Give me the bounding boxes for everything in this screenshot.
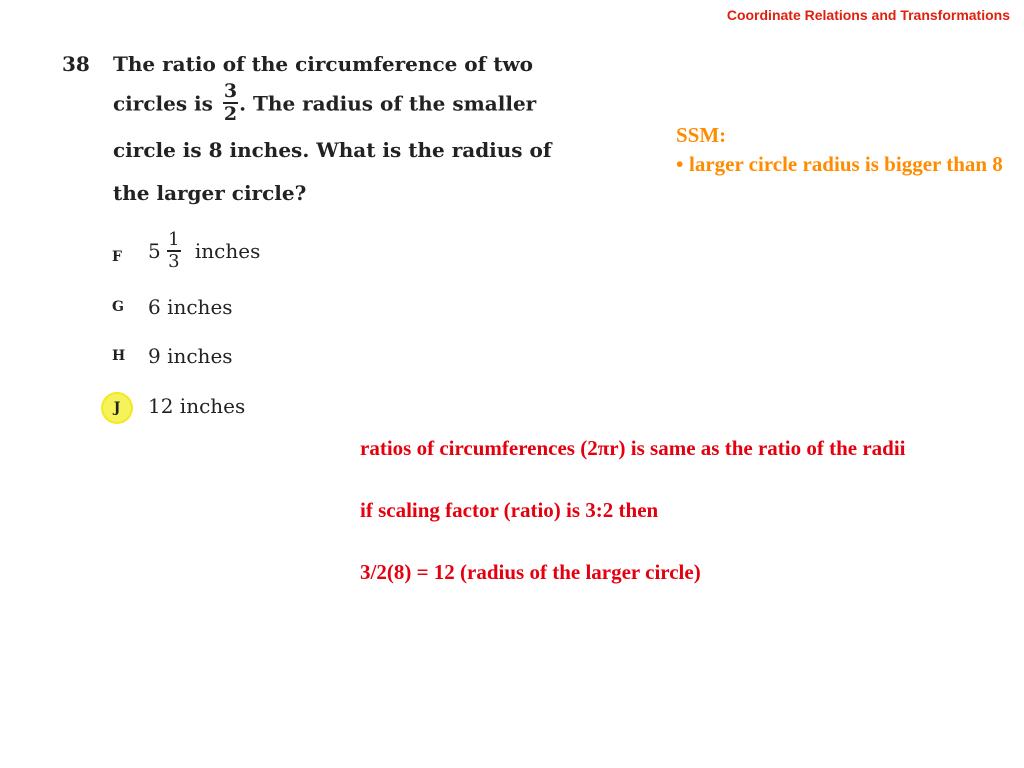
choice-letter: J: [113, 400, 121, 416]
question-line-2-end: . The radius of the smaller: [239, 91, 537, 116]
choice-text: 9 inches: [148, 344, 233, 368]
solution-notes: [360, 433, 920, 619]
ssm-note: [676, 121, 1016, 179]
fraction-numerator: 3: [223, 80, 238, 102]
ratio-fraction: [223, 82, 238, 124]
mixed-unit: inches: [194, 239, 261, 263]
choice-f-mixed-number: [148, 231, 260, 271]
note-ratio: ratios of circumferences (2πr) is same as the ratio of the radii: [360, 436, 906, 460]
choice-text: 6 inches: [148, 295, 233, 319]
choice-h[interactable]: [100, 342, 400, 372]
choice-f[interactable]: [100, 229, 400, 273]
choice-j[interactable]: [100, 392, 400, 422]
choice-text: 12 inches: [148, 394, 246, 418]
mixed-denominator: 3: [168, 251, 180, 272]
ssm-bullet: • larger circle radius is bigger than 8: [676, 150, 1016, 179]
note-result: 3/2(8) = 12 (radius of the larger circle): [360, 560, 701, 584]
question-line-4: the larger circle?: [113, 181, 307, 205]
choice-letter: G: [112, 299, 124, 315]
choice-letter: F: [112, 249, 122, 265]
choice-g[interactable]: [100, 293, 400, 323]
mixed-whole: 5: [148, 239, 161, 263]
question-line-2-start: circles is: [113, 91, 213, 116]
mixed-fraction: [167, 231, 180, 271]
note-scale-factor: if scaling factor (ratio) is 3:2 then: [360, 498, 659, 522]
question-line-3: circle is 8 inches. What is the radius of: [113, 138, 552, 162]
ssm-heading: SSM:: [676, 123, 727, 147]
question-line-1: The ratio of the circumference of two: [113, 52, 534, 76]
question-number: 38: [62, 52, 90, 76]
choice-letter: H: [112, 348, 126, 364]
mixed-numerator: 1: [168, 229, 180, 250]
slide-title: Coordinate Relations and Transformations: [726, 7, 1010, 23]
fraction-denominator: 2: [223, 103, 238, 125]
question-line-2: [113, 80, 537, 126]
